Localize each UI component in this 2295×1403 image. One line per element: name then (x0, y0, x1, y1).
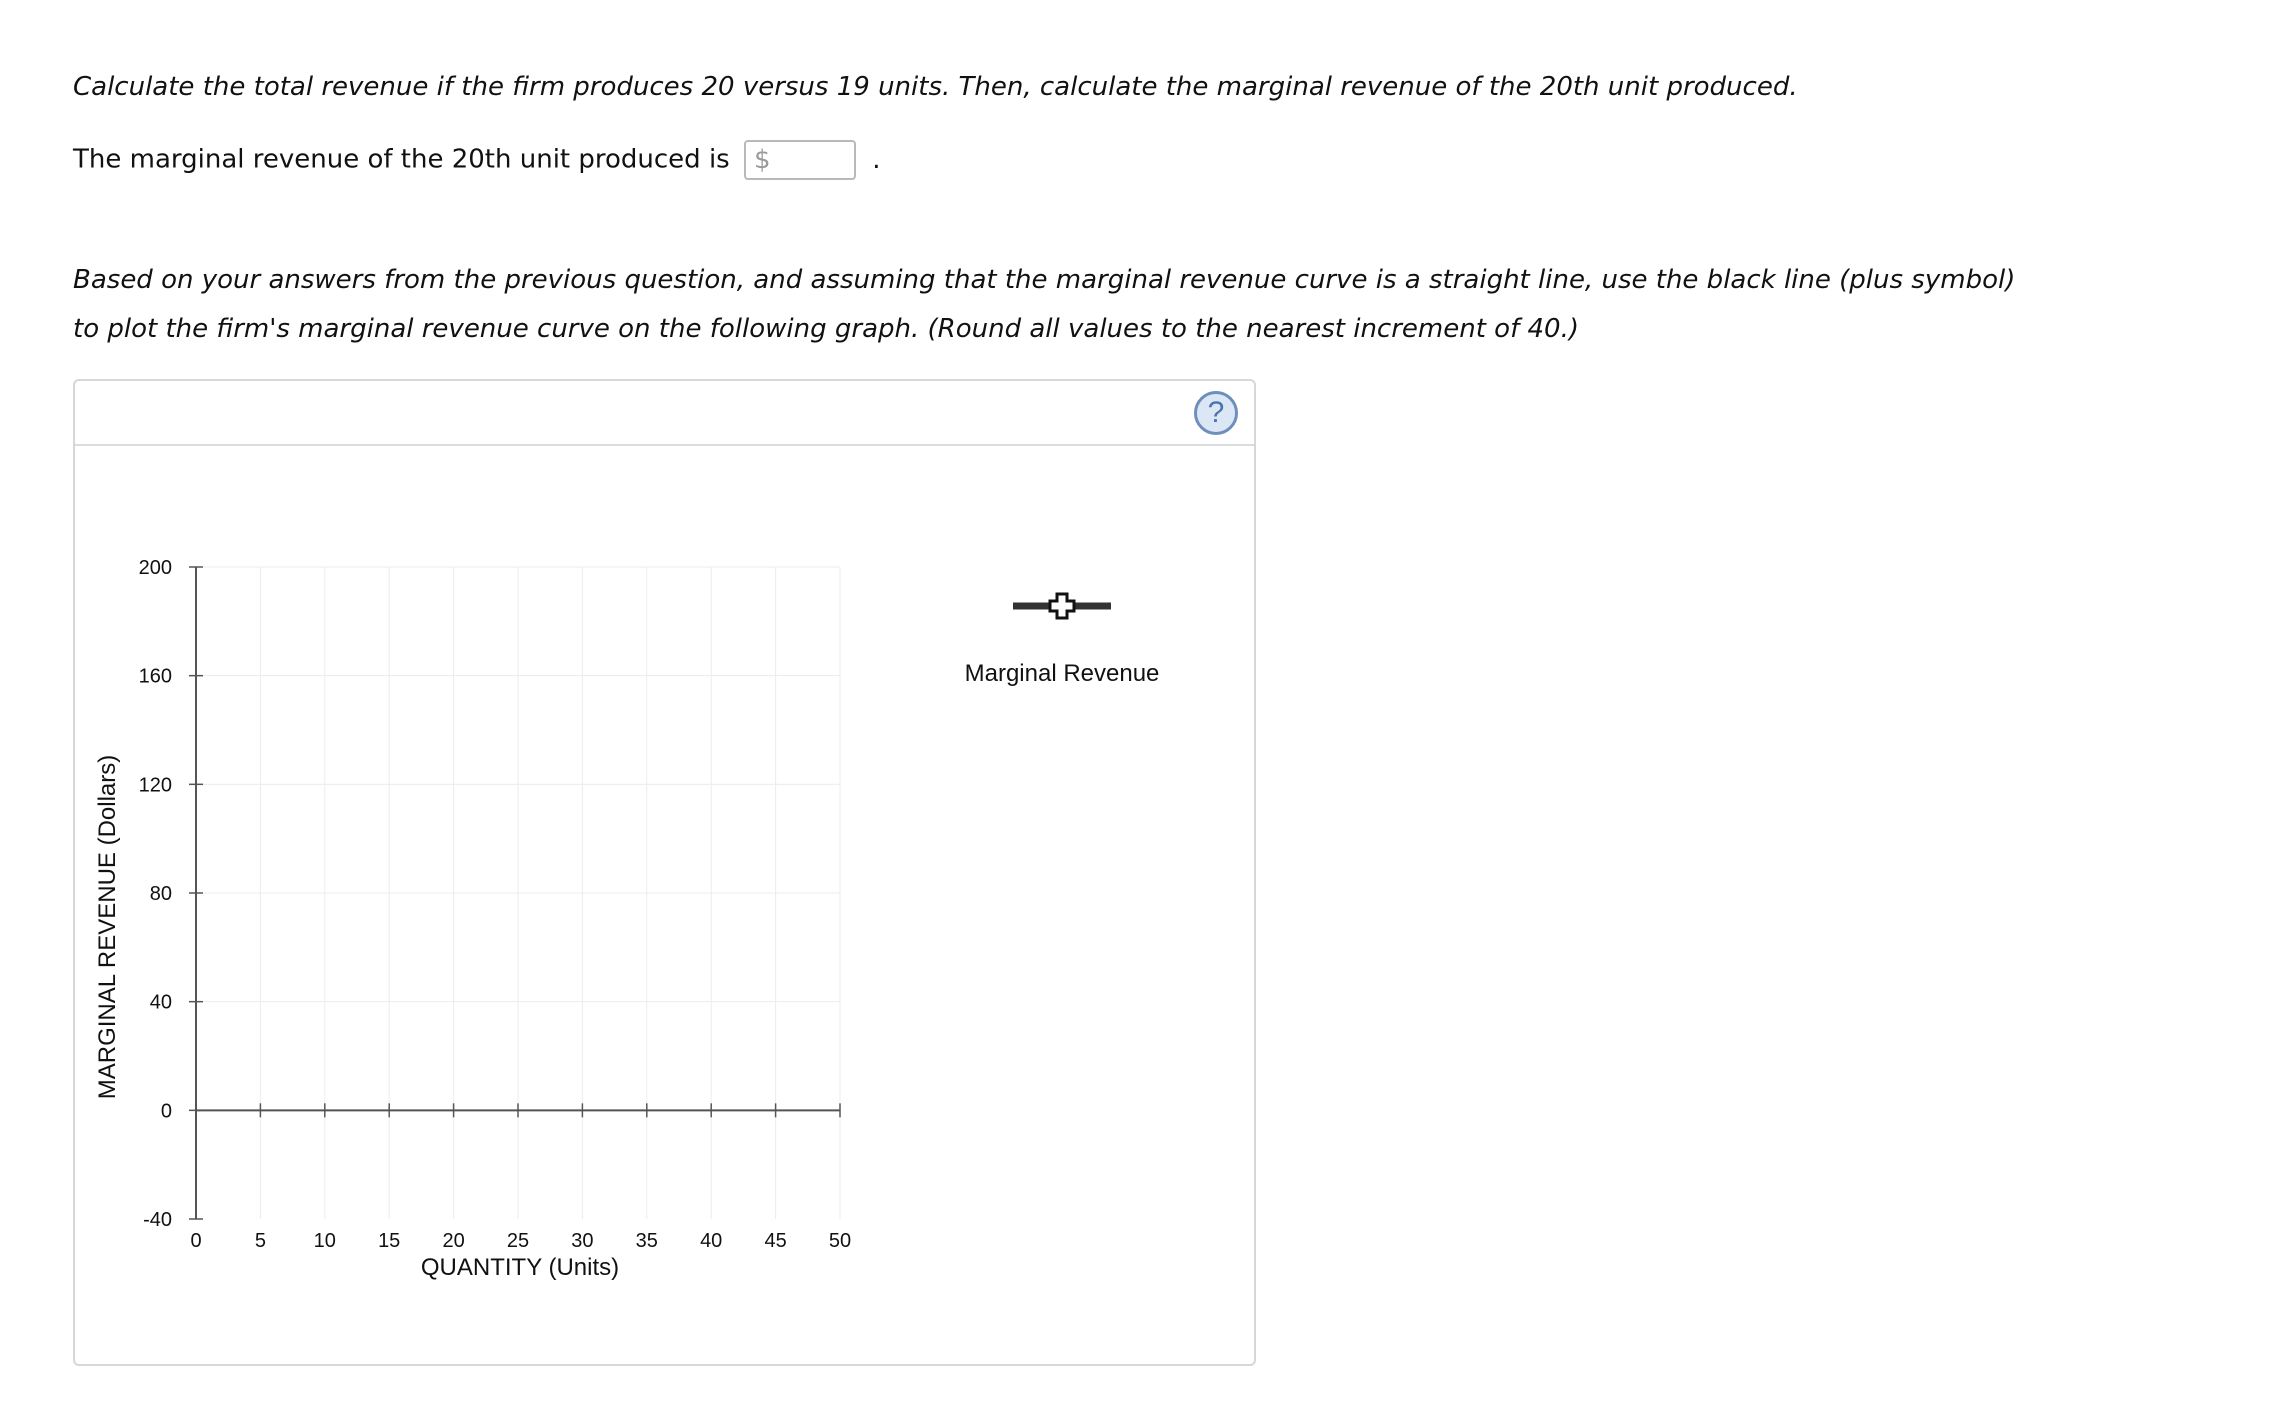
x-tick-label-50: 50 (828, 1230, 852, 1252)
y-tick-label-120: 120 (138, 774, 172, 797)
legend-item-marginal-revenue[interactable] (965, 594, 1160, 687)
y-axis-title: MARGINAL REVENUE (Dollars) (94, 754, 121, 1100)
answer-field[interactable] (744, 140, 856, 180)
graph-panel (73, 379, 1256, 1366)
x-tick-label-5: 5 (254, 1230, 266, 1252)
x-tick-label-10: 10 (313, 1230, 336, 1252)
x-tick-label-35: 35 (635, 1230, 658, 1252)
x-tick-label-45: 45 (764, 1230, 787, 1252)
question-instruction: Calculate the total revenue if the firm produces 20 versus 19 units. Then, calculate the marginal revenue of the 20th unit produced. (73, 72, 1798, 102)
question-mark-icon[interactable]: ? (1194, 391, 1238, 435)
plus-symbol-line-icon[interactable] (1013, 594, 1111, 618)
x-tick-label-0: 0 (190, 1230, 202, 1252)
chart-grid (196, 567, 840, 1219)
plot-instruction-line2: to plot the firm's marginal revenue curve on the following graph. (Round all values to the nearest increment of 40.) (73, 314, 1579, 344)
y-tick-label-80: 80 (149, 883, 172, 905)
answer-row (73, 140, 881, 180)
x-axis-title: QUANTITY (Units) (420, 1254, 620, 1281)
x-tick-label-15: 15 (378, 1230, 401, 1252)
marginal-revenue-input[interactable] (774, 144, 856, 178)
currency-symbol: $ (753, 145, 771, 175)
y-tick-label-0: 0 (160, 1100, 172, 1123)
plot-instruction-line1: Based on your answers from the previous question, and assuming that the marginal revenue curve is a straight line, use the black line (plus symbol) (73, 265, 2016, 295)
trailing-period: . (872, 144, 881, 175)
y-tick-label-160: 160 (138, 665, 172, 688)
x-tick-label-40: 40 (700, 1230, 723, 1252)
legend-label: Marginal Revenue (964, 660, 1160, 687)
marginal-revenue-chart[interactable] (75, 381, 1254, 1364)
y-tick-label--40: -40 (143, 1209, 172, 1231)
chart-ticks (139, 557, 852, 1252)
y-tick-label-40: 40 (149, 991, 172, 1014)
x-tick-label-20: 20 (442, 1230, 465, 1252)
answer-prompt: The marginal revenue of the 20th unit produced is (73, 144, 730, 175)
x-tick-label-25: 25 (506, 1230, 530, 1252)
y-tick-label-200: 200 (138, 557, 172, 579)
x-tick-label-30: 30 (571, 1230, 594, 1252)
